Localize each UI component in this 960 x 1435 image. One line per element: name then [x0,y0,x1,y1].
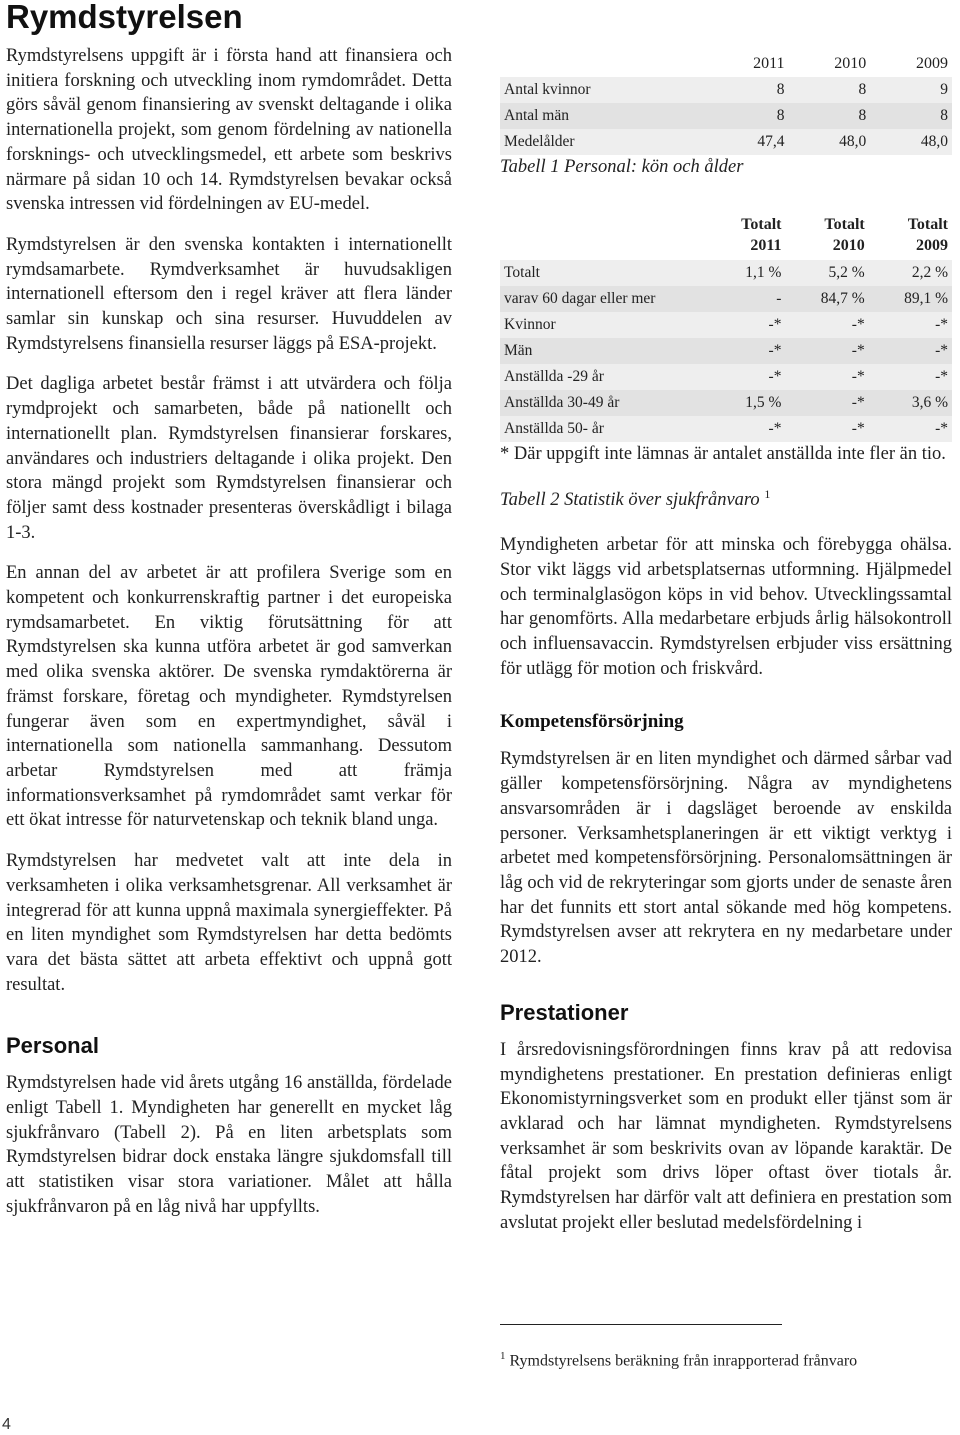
cell: 47,4 [757,133,785,150]
international-paragraph: Rymdstyrelsen är den svenska kontakten i internationellt rymdsamarbete. Rymdverksamhet är huvudsakligen internationell eftersom den i regel kräver att flera länder samlar sin kunskap och sina resurser. Huvuddelen av Rymdstyrelsens finansiella resurser läggs på ESA-projekt. [6,234,452,354]
row-label: Antal kvinnor [504,81,591,98]
cell: 8 [858,81,867,98]
cell: 2,2 % [911,263,948,281]
personal-heading: Personal [6,1033,99,1059]
left-column [6,44,452,1236]
row-label: Anställda -29 år [504,367,604,385]
row-label: Anställda 30-49 år [504,393,620,411]
column-header: Totalt 2010 [824,215,865,254]
table-row [500,338,952,364]
table-row [500,103,952,129]
column-header: Totalt 2011 [741,215,782,254]
cell: 1,1 % [745,263,782,281]
row-label: Totalt [504,263,540,281]
daily-work-paragraph: Det dagliga arbetet består främst i att utvärdera och följa rymdprojekt och samarbeten, både på nationellt och internationellt plan. Rymdstyrelsen finansierar forskares, användares och industriers deltagande i olika projekt. Den stora mängd projekt som Rymdstyrelsen finansierar och följer samt dess kostnader presenteras överskådligt i bilaga 1-3. [6,374,452,543]
profile-paragraph: En annan del av arbetet är att profilera Sverige som en kompetent och konkurrenskraftig partner i det europeiska rymdsamarbetet. En viktig förutsättning för att Rymdstyrelsen ska kunna utföra arbetet är god samverkan med olika svenska aktörer. De svenska rymdaktörerna är främst forskare, företag och myndigheter. Rymdstyrelsen fungerar även som en expertmyndighet, såväl i internationella som nationella sammanhang. Dessutom arbetar Rymdstyrelsen med att främja informationsverksamhet på rymdområdet samt verkar för ett ökat intresse för naturvetenskap och teknik bland unga. [6,563,452,831]
prestationer-paragraph: I årsredovisningsförordningen finns krav på att redovisa myndighetens prestationer. En prestation definieras enligt Ekonomistyrningsverket som en produkt eller tjänst som är avklarad och har lämnat myndigheten. Rymdstyrelsens verksamhet är som beskrivits ovan av löpande karaktär. De fåtal projekt som drivs löper oftast över tiotals år. Rymdstyrelsen har därför valt att definiera en prestation som avslutat projekt eller beslutad medelsfördelning i [500,1039,952,1233]
personal-paragraph: Rymdstyrelsen hade vid årets utgång 16 anställda, fördelade enligt Tabell 1. Myndigheten har generellt en mycket låg sjukfrånvaro (Tabell 2). På en liten arbetsplats som Rymdstyrelsen bidrar dock enstaka längre sjukdomsfall till att statistiken visar stora variationer. Målet att hålla sjukfrånvaron på en låg nivå har uppfyllts. [6,1073,452,1217]
cell: 48,0 [920,133,948,150]
cell: - [776,289,782,307]
table-row [500,312,952,338]
table-row [500,129,952,155]
kompetens-paragraph: Rymdstyrelsen är en liten myndighet och därmed sårbar vad gäller kompetensförsörjning. Några av myndighetens ansvarsområden är i dagsläget beroende av enskilda personer. Verksamhetsplaneringen är ett viktigt verktyg i arbetet med kompetensförsörjning. Personalomsättningen är låg och vid de rekryteringar som gjorts under de senaste åren har det funnits ett stort antal sökande med hög kompetens. Rymdstyrelsen avser att rekrytera en ny medarbetare under 2012. [500,749,952,968]
organisation-paragraph: Rymdstyrelsen har medvetet valt att inte dela in verksamheten i olika verksamhetsgrenar. All verksamhet är integrerad för att kunna uppnå maximala synergieffekter. På en liten myndighet som Rymdstyrelsen har detta bedömts vara det bästa sättet att arbeta effektivt och uppnå gott resultat. [6,851,452,995]
row-label: Kvinnor [504,315,556,333]
footnote-reference: 1 [764,487,771,502]
cell: -* [935,315,948,333]
table-row [500,390,952,416]
cell: -* [851,419,865,437]
cell: 84,7 % [820,289,865,307]
cell: -* [935,367,948,385]
cell: -* [768,367,782,385]
cell: 48,0 [839,133,867,150]
cell: -* [935,341,948,359]
row-label: Män [504,341,533,359]
page-title: Rymdstyrelsen [6,0,243,35]
row-label: Anställda 50- år [504,419,604,437]
cell: -* [768,315,782,333]
column-header: 2009 [916,54,948,72]
cell: 8 [776,81,785,98]
table-1-caption: Tabell 1 Personal: kön och ålder [500,157,744,177]
cell: -* [851,341,865,359]
cell: -* [768,341,782,359]
cell: -* [851,315,865,333]
cell: -* [851,393,865,411]
cell: 89,1 % [904,289,948,307]
column-header: 2010 [834,54,867,72]
column-header: Totalt 2009 [907,215,948,254]
footnote-text: Rymdstyrelsens beräkning från inrapporterad frånvaro [509,1352,858,1370]
intro-paragraph: Rymdstyrelsens uppgift är i första hand att finansiera och initiera forskning och utveckling inom rymdområdet. Detta görs såväl genom finansiering av svenskt deltagande i olika internationella projekt, som genom fördelning av nationella forsknings- och utvecklingsmedel, ett arbete som beskrivs närmare på sidan 10 och 14. Rymdstyrelsen bevakar också svenska intressen vid fördelningen av EU-medel. [6,46,452,215]
cell: 1,5 % [745,393,782,411]
table-row [500,416,952,442]
cell: 8 [858,107,867,124]
cell: 5,2 % [828,263,865,281]
right-column [500,50,952,1251]
health-paragraph: Myndigheten arbetar för att minska och förebygga ohälsa. Stor vikt läggs vid arbetsplatsernas utformning. Hjälpmedel och terminalglasögon köps in vid behov. Utvecklingssamtal har genomförts. Alla medarbetare erbjuds årlig hälsokontroll och influensavaccin. Rymdstyrelsen erbjuder viss ersättning för utlägg för motion och friskvård. [500,535,952,679]
table-row [500,286,952,312]
table-row [500,364,952,390]
table-sick-leave [500,206,952,442]
cell: 8 [940,107,948,124]
footnote-divider [500,1324,782,1325]
footnote [500,1350,857,1370]
row-label: Antal män [504,107,569,124]
table-row [500,77,952,103]
table-personal [500,50,952,155]
cell: -* [768,419,782,437]
kompetens-heading: Kompetensförsörjning [500,711,684,733]
page-number: 4 [2,1416,11,1433]
cell: 3,6 % [911,393,948,411]
prestationer-heading: Prestationer [500,999,629,1025]
row-label: Medelålder [504,133,575,150]
table-row [500,260,952,286]
cell: -* [935,419,948,437]
table-2-note: * Där uppgift inte lämnas är antalet anställda inte fler än tio. [500,443,946,464]
cell: -* [851,367,865,385]
column-header: 2011 [753,54,785,72]
table-header-row [500,50,952,77]
cell: 8 [776,107,785,124]
table-header-row [500,206,952,260]
cell: 9 [940,81,948,98]
row-label: varav 60 dagar eller mer [504,289,656,307]
footnote-marker: 1 [500,1350,506,1362]
table-2-caption: Tabell 2 Statistik över sjukfrånvaro $^1$ [500,487,771,511]
